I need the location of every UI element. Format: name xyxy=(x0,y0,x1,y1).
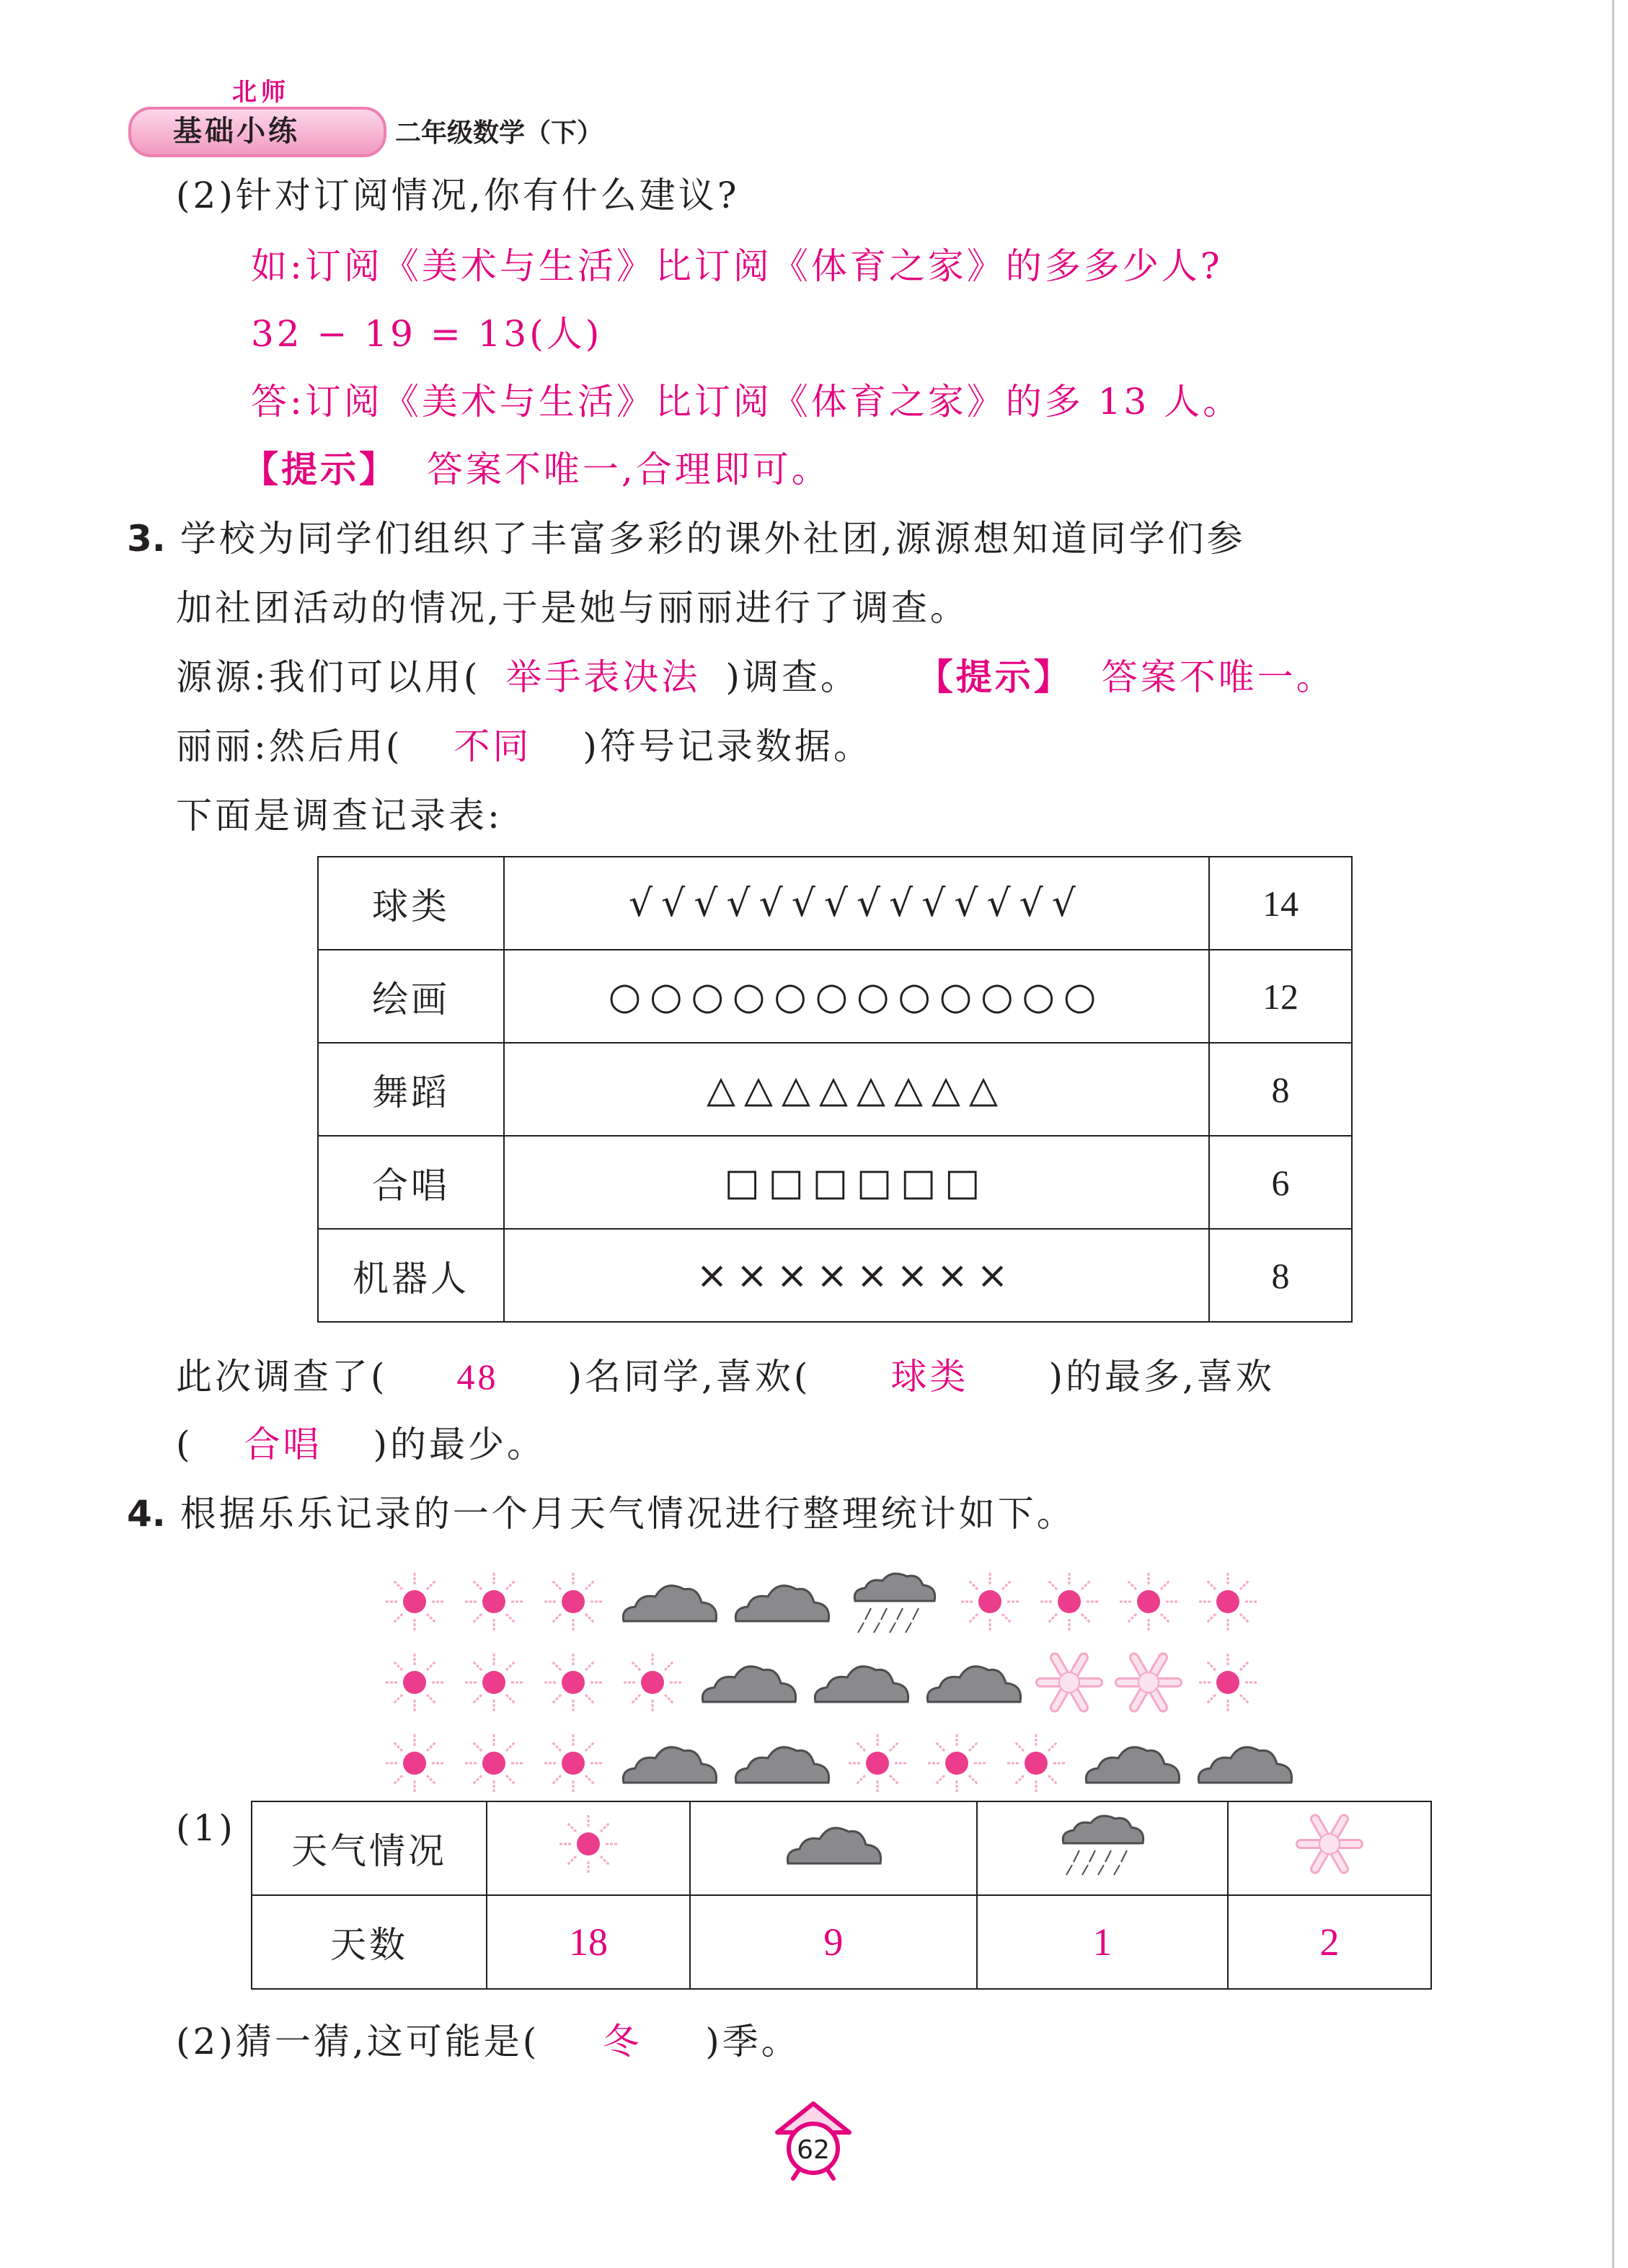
weather-grid-cell xyxy=(375,1566,454,1638)
weather-grid-cell xyxy=(996,1727,1076,1799)
sunny-icon xyxy=(1192,1566,1264,1638)
count-cell: 12 xyxy=(1209,950,1352,1043)
total-answer: 48 xyxy=(456,1356,499,1397)
sunny-icon xyxy=(458,1727,530,1799)
weather-grid-cell xyxy=(613,1576,725,1627)
survey-row xyxy=(318,1043,1352,1136)
q3-text: 学校为同学们组织了丰富多彩的课外社团,源源想知道同学们参 xyxy=(180,518,1246,560)
weather-grid-cell xyxy=(838,1569,950,1634)
q4-text: 根据乐乐记录的一个月天气情况进行整理统计如下。 xyxy=(180,1493,1076,1535)
q4-number: 4. xyxy=(127,1493,166,1535)
weather-type-cell xyxy=(487,1801,690,1895)
weather-grid-cell xyxy=(725,1576,838,1627)
q3-number: 3. xyxy=(127,518,166,560)
page-edge-line xyxy=(1612,0,1614,2268)
weather-grid-cell xyxy=(692,1657,805,1708)
count-cell: 8 xyxy=(1209,1229,1352,1322)
tally-marks-cell: ×××××××× xyxy=(504,1229,1209,1322)
yuanyuan-prefix: 源源:我们可以用( xyxy=(176,656,481,698)
cloudy-icon xyxy=(730,1576,833,1627)
weather-grid-cell xyxy=(454,1727,534,1799)
sunny-icon xyxy=(537,1566,609,1638)
sunny-icon xyxy=(616,1646,689,1718)
hint-label: 【提示】 xyxy=(242,449,398,490)
conclusion-d: ( xyxy=(176,1424,193,1465)
activity-cell: 球类 xyxy=(318,857,504,950)
q4-part2-line xyxy=(176,2019,800,2064)
rainy-icon xyxy=(1058,1812,1147,1876)
series-main-label: 基础小练 xyxy=(173,115,300,148)
activity-cell: 绘画 xyxy=(318,950,504,1043)
sunny-icon xyxy=(921,1727,993,1799)
header-subject: 二年级数学（下） xyxy=(395,118,603,148)
q2-part2-prompt: (2)针对订阅情况,你有什么建议? xyxy=(176,175,740,216)
q3-lili-line xyxy=(176,724,872,769)
rainy-icon xyxy=(849,1569,939,1634)
q3-conclusion-line1 xyxy=(176,1354,1275,1399)
sunny-icon xyxy=(1112,1566,1185,1638)
sunny-icon xyxy=(458,1566,530,1638)
survey-table xyxy=(317,856,1353,1323)
days-header-cell: 天数 xyxy=(252,1895,487,1989)
cloudy-icon xyxy=(730,1738,833,1788)
most-answer: 球类 xyxy=(890,1356,969,1398)
weather-grid-cell xyxy=(454,1646,534,1718)
sunny-icon xyxy=(552,1808,624,1880)
cloudy-icon xyxy=(618,1738,720,1788)
sunny-icon xyxy=(537,1727,609,1799)
weather-grid-cell xyxy=(725,1738,838,1788)
sunny-icon xyxy=(1000,1727,1072,1799)
weather-grid-cell xyxy=(375,1727,454,1799)
q3-yuanyuan-line xyxy=(176,655,1335,700)
tally-marks-cell: ○○○○○○○○○○○○ xyxy=(504,950,1209,1043)
snowy-icon xyxy=(1112,1646,1185,1718)
weather-grid-cell xyxy=(950,1566,1030,1638)
conclusion-e: )的最少。 xyxy=(373,1424,547,1465)
weather-picture-grid xyxy=(375,1561,1301,1804)
snowy-icon xyxy=(1293,1808,1366,1880)
day-count-cell: 9 xyxy=(690,1895,977,1989)
sunny-icon xyxy=(379,1727,451,1799)
sunny-icon xyxy=(954,1566,1026,1638)
lili-suffix: )符号记录数据。 xyxy=(583,725,872,767)
cloudy-icon xyxy=(810,1657,912,1708)
day-count-cell: 2 xyxy=(1228,1895,1431,1989)
weather-grid-cell xyxy=(1030,1646,1109,1718)
q3-hint-text: 答案不唯一。 xyxy=(1101,656,1335,698)
weather-grid-cell xyxy=(1030,1566,1109,1638)
q2-example-question: 如:订阅《美术与生活》比订阅《体育之家》的多多少人? xyxy=(251,245,1223,287)
cloudy-icon xyxy=(1081,1738,1183,1788)
weather-grid-cell xyxy=(534,1727,613,1799)
activity-cell: 舞蹈 xyxy=(318,1043,504,1136)
sunny-icon xyxy=(379,1566,451,1638)
cloudy-icon xyxy=(922,1657,1025,1708)
lili-prefix: 丽丽:然后用( xyxy=(176,725,403,767)
part2-prefix: (2)猜一猜,这可能是( xyxy=(176,2021,540,2062)
survey-row xyxy=(318,1229,1352,1322)
weather-grid-cell xyxy=(454,1566,534,1638)
q4-part1-label: (1) xyxy=(176,1807,236,1849)
q2-answer: 答:订阅《美术与生活》比订阅《体育之家》的多 13 人。 xyxy=(251,381,1242,423)
sunny-icon xyxy=(537,1646,609,1718)
yuanyuan-suffix: )调查。 xyxy=(725,656,859,698)
q2-hint xyxy=(242,447,831,492)
q3-hint-label: 【提示】 xyxy=(916,656,1073,698)
sunny-icon xyxy=(458,1646,530,1718)
conclusion-c: )的最多,喜欢 xyxy=(1048,1356,1275,1398)
activity-cell: 机器人 xyxy=(318,1229,504,1322)
yuanyuan-answer: 举手表决法 xyxy=(505,656,701,698)
weather-grid-cell xyxy=(613,1646,692,1718)
weather-grid-cell xyxy=(917,1657,1030,1708)
weather-grid-cell xyxy=(1076,1738,1188,1788)
weather-grid-row xyxy=(375,1561,1301,1642)
q3-table-intro: 下面是调查记录表: xyxy=(176,795,503,837)
weather-grid-cell xyxy=(375,1646,454,1718)
cloudy-icon xyxy=(618,1576,720,1627)
sunny-icon xyxy=(841,1727,913,1799)
weather-grid-cell xyxy=(917,1727,996,1799)
weather-type-cell xyxy=(1228,1801,1431,1895)
q2-equation: 32 − 19 = 13(人) xyxy=(251,313,603,355)
weather-grid-cell xyxy=(1188,1566,1268,1638)
conclusion-a: 此次调查了( xyxy=(176,1356,388,1398)
tally-marks-cell: △△△△△△△△ xyxy=(504,1043,1209,1136)
sunny-icon xyxy=(379,1646,451,1718)
weather-grid-cell xyxy=(613,1738,725,1788)
q3-conclusion-line2 xyxy=(176,1422,546,1467)
day-count-row xyxy=(252,1895,1431,1989)
day-count-cell: 1 xyxy=(977,1895,1228,1989)
weather-grid-cell xyxy=(1188,1738,1301,1788)
survey-row xyxy=(318,1136,1352,1229)
count-cell: 6 xyxy=(1209,1136,1352,1229)
count-cell: 8 xyxy=(1209,1043,1352,1136)
snowy-icon xyxy=(1033,1646,1105,1718)
cloudy-icon xyxy=(697,1657,800,1708)
lili-answer: 不同 xyxy=(454,725,532,767)
least-answer: 合唱 xyxy=(244,1424,322,1465)
tally-marks-cell: □□□□□□ xyxy=(504,1136,1209,1229)
weather-stats-table xyxy=(251,1801,1432,1990)
weather-grid-cell xyxy=(534,1566,613,1638)
q4-text-line xyxy=(127,1491,1076,1536)
page-number-badge xyxy=(770,2095,857,2181)
day-count-cell: 18 xyxy=(487,1895,690,1989)
tally-marks-cell: √√√√√√√√√√√√√√ xyxy=(504,857,1209,950)
part2-suffix: )季。 xyxy=(705,2021,800,2062)
weather-grid-cell xyxy=(534,1646,613,1718)
count-cell: 14 xyxy=(1209,857,1352,950)
cloudy-icon xyxy=(782,1819,885,1869)
survey-row xyxy=(318,857,1352,950)
page-number: 62 xyxy=(797,2135,830,2165)
conclusion-b: )名同学,喜欢( xyxy=(567,1356,811,1398)
q3-text-line2: 加社团活动的情况,于是她与丽丽进行了调查。 xyxy=(176,587,969,629)
sunny-icon xyxy=(1192,1646,1264,1718)
weather-grid-row xyxy=(375,1642,1301,1723)
hint-text: 答案不唯一,合理即可。 xyxy=(426,449,831,490)
weather-grid-cell xyxy=(805,1657,917,1708)
weather-type-cell xyxy=(977,1801,1228,1895)
weather-grid-cell xyxy=(1188,1646,1268,1718)
weather-grid-cell xyxy=(1109,1566,1188,1638)
survey-row xyxy=(318,950,1352,1043)
weather-grid-cell xyxy=(1109,1646,1188,1718)
weather-grid-cell xyxy=(838,1727,917,1799)
q3-text-line1 xyxy=(127,516,1246,561)
weather-header-cell: 天气情况 xyxy=(252,1801,487,1895)
weather-grid-row xyxy=(375,1723,1301,1804)
part2-answer: 冬 xyxy=(603,2021,642,2062)
series-top-label: 北师 xyxy=(232,78,290,107)
weather-type-row xyxy=(252,1801,1431,1895)
activity-cell: 合唱 xyxy=(318,1136,504,1229)
sunny-icon xyxy=(1033,1566,1105,1638)
weather-type-cell xyxy=(690,1801,977,1895)
cloudy-icon xyxy=(1193,1738,1296,1788)
